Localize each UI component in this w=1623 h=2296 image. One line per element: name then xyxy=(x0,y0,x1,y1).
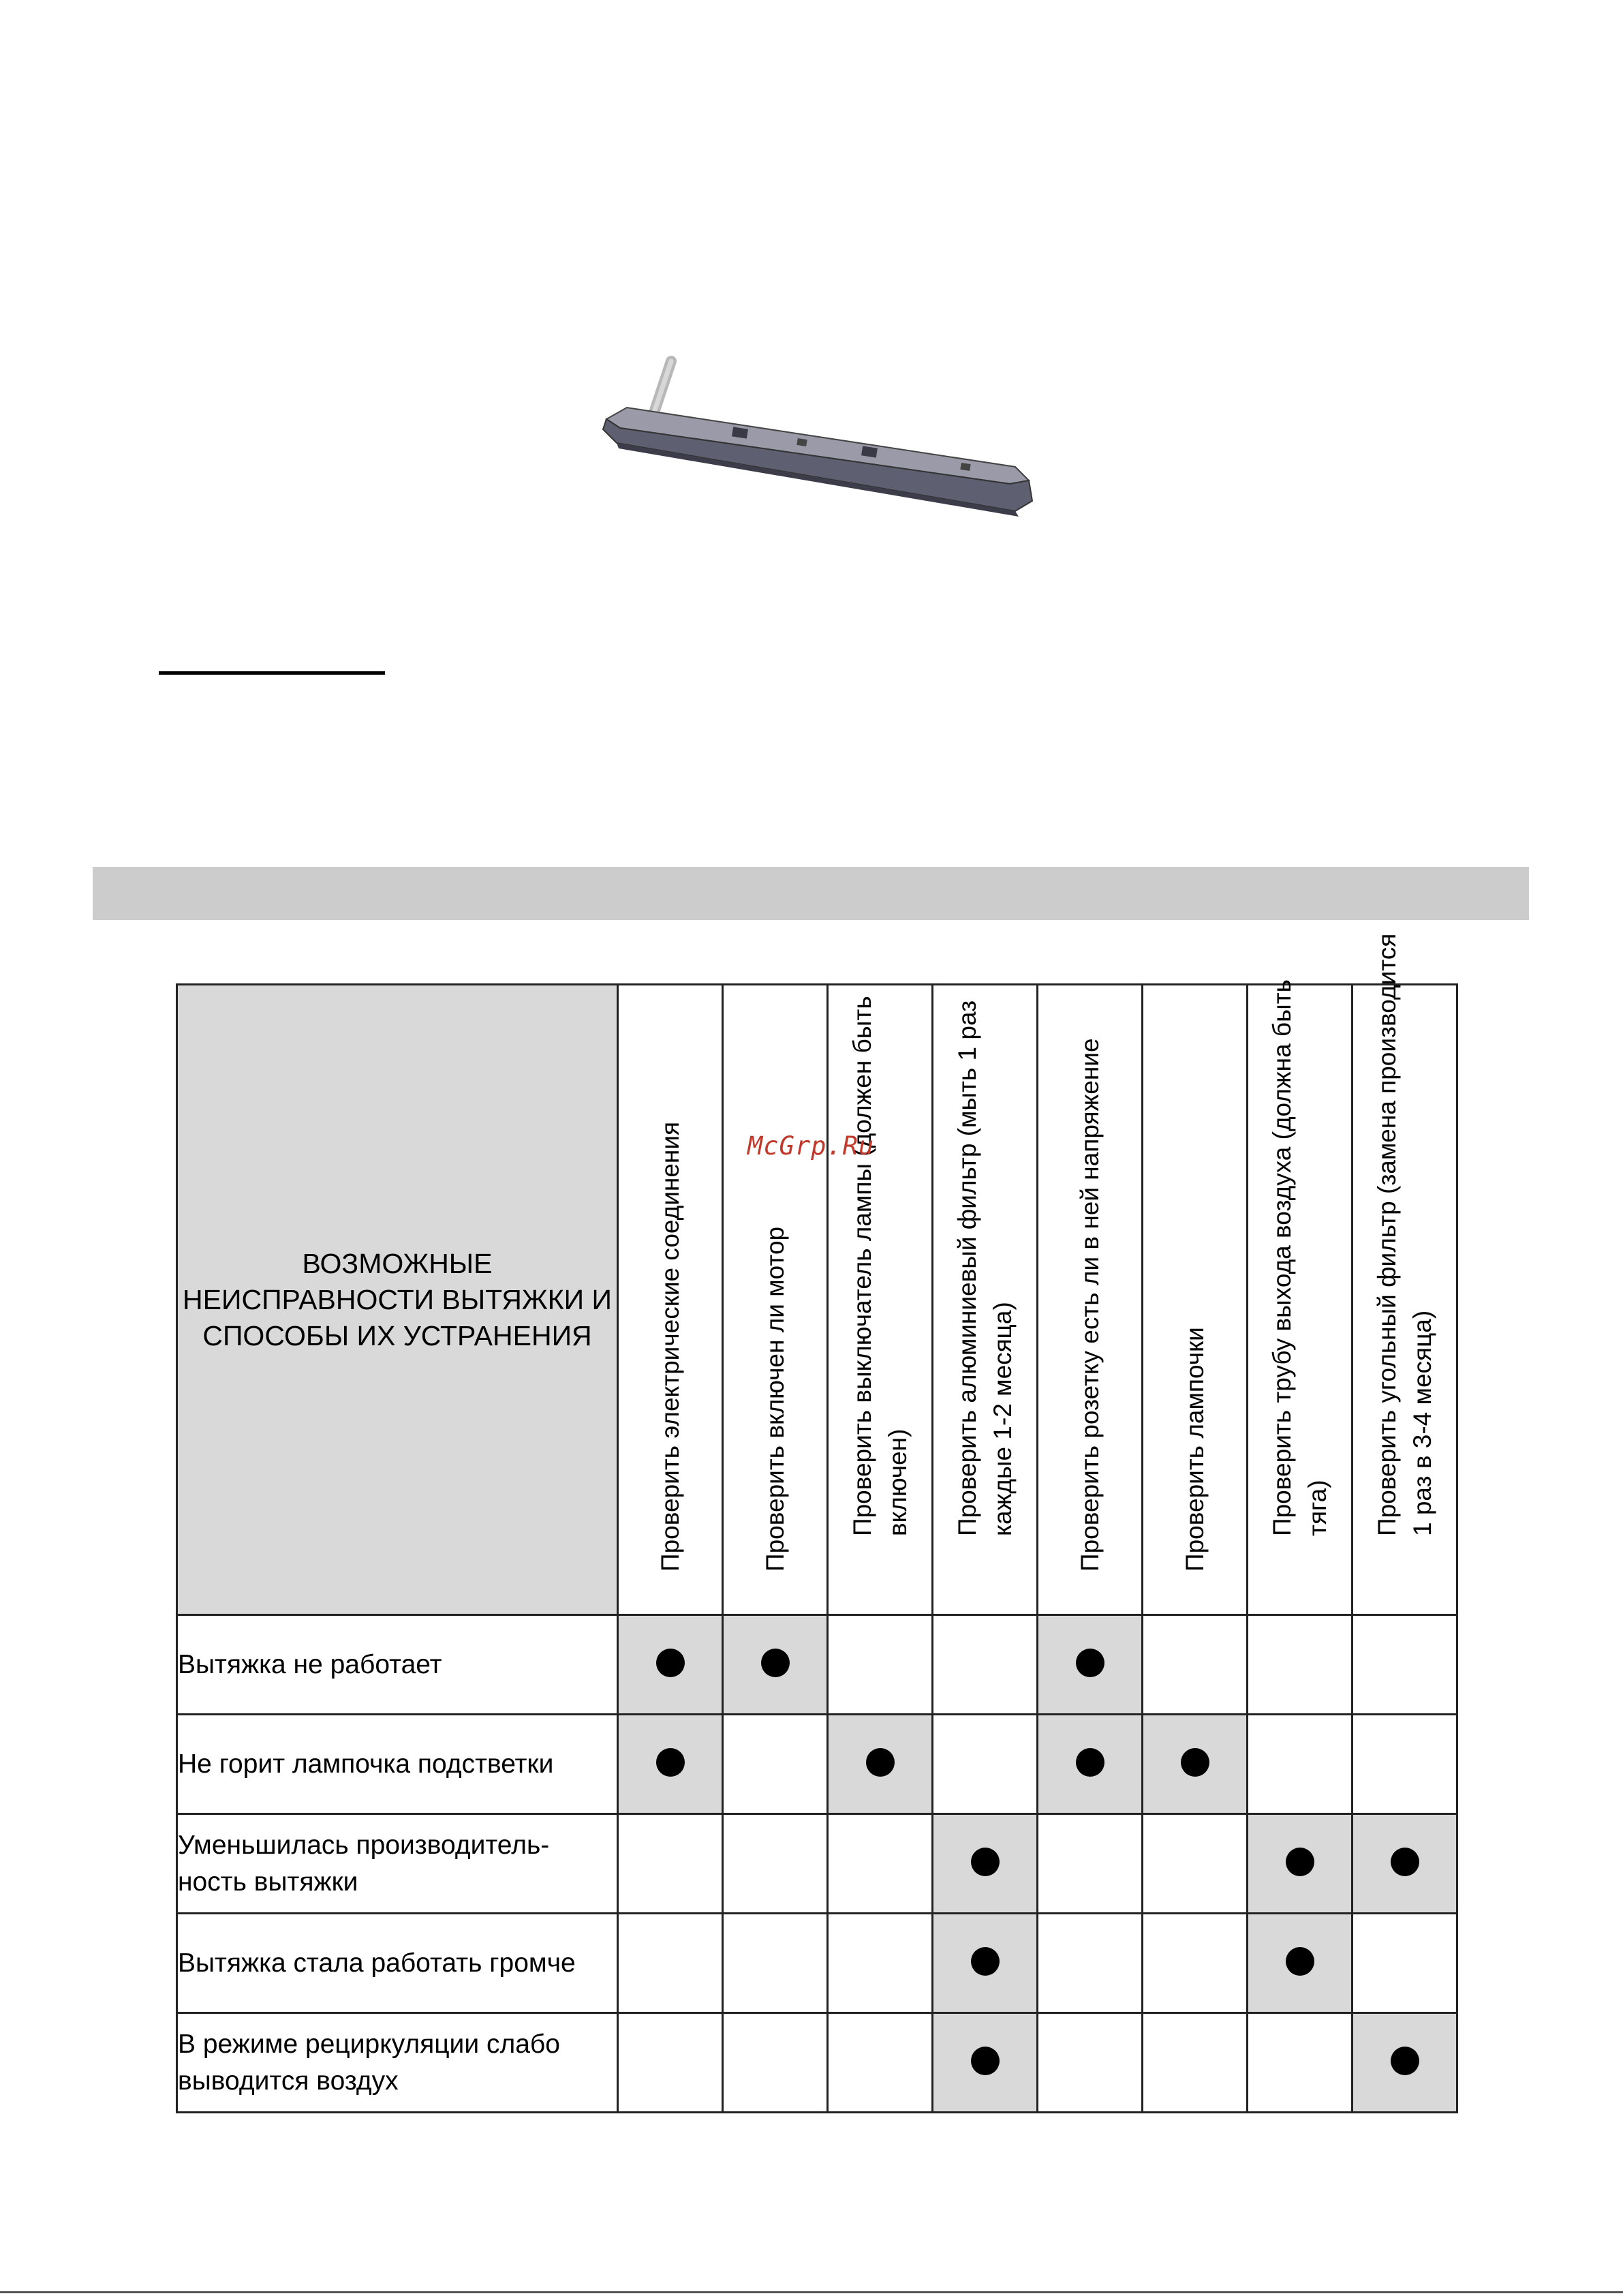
table-cell xyxy=(933,2013,1038,2113)
table-title-cell: ВОЗМОЖНЫЕ НЕИСПРАВНОСТИ ВЫТЯЖКИ И СПОСОБЫ ИХ УСТРАНЕНИЯ xyxy=(177,985,618,1615)
table-cell xyxy=(1143,1914,1248,2013)
column-header: Проверить алюминиевый фильтр (мыть 1 раз каждые 1-2 месяца) xyxy=(933,985,1038,1615)
column-header: Проверить включен ли мотор xyxy=(723,985,828,1615)
table-cell xyxy=(1352,1914,1457,2013)
check-dot-icon xyxy=(1076,1748,1104,1777)
table-cell xyxy=(723,1814,828,1914)
table-cell xyxy=(933,1914,1038,2013)
table-cell xyxy=(1038,1715,1143,1814)
table-cell xyxy=(828,1715,933,1814)
column-header: Проверить лампочки xyxy=(1143,985,1248,1615)
table-cell xyxy=(1248,2013,1352,2113)
check-dot-icon xyxy=(1286,1947,1314,1976)
table-body xyxy=(177,1615,1457,2113)
table-cell xyxy=(1248,1615,1352,1715)
table-row xyxy=(177,1715,1457,1814)
check-dot-icon xyxy=(1391,2047,1419,2075)
table-cell xyxy=(828,1914,933,2013)
table-cell xyxy=(1143,2013,1248,2113)
check-dot-icon xyxy=(1391,1848,1419,1876)
column-header: Проверить электрические соединения xyxy=(618,985,723,1615)
table-cell xyxy=(1248,1914,1352,2013)
page-bottom-rule xyxy=(0,2291,1623,2293)
table-cell xyxy=(618,1715,723,1814)
fault-label: В режиме рециркуляции слабо выводится воздух xyxy=(177,2013,618,2113)
column-header: Проверить розетку есть ли в ней напряжение xyxy=(1038,985,1143,1615)
table-header-row xyxy=(177,985,1457,1615)
table-cell xyxy=(933,1615,1038,1715)
table-cell xyxy=(723,1615,828,1715)
table-cell xyxy=(933,1814,1038,1914)
fault-label: Не горит лампочка подстветки xyxy=(177,1715,618,1814)
table-cell xyxy=(618,1615,723,1715)
table-cell xyxy=(723,1914,828,2013)
table-cell xyxy=(1143,1814,1248,1914)
check-dot-icon xyxy=(971,1848,1000,1876)
table-cell xyxy=(933,1715,1038,1814)
column-header: Проверить выключатель лампы (должен быть включен) xyxy=(828,985,933,1615)
table-cell xyxy=(828,2013,933,2113)
check-dot-icon xyxy=(1181,1748,1209,1777)
table-cell xyxy=(723,2013,828,2113)
table-cell xyxy=(1352,1715,1457,1814)
heading-underline xyxy=(159,671,385,675)
table-cell xyxy=(1038,2013,1143,2113)
fault-label: Вытяжка не работает xyxy=(177,1615,618,1715)
table-cell xyxy=(1038,1914,1143,2013)
check-dot-icon xyxy=(656,1649,685,1677)
check-dot-icon xyxy=(761,1649,790,1677)
table-cell xyxy=(618,1814,723,1914)
filter-bar-illustration xyxy=(593,348,1042,525)
table-cell xyxy=(1352,1814,1457,1914)
table-cell xyxy=(1143,1715,1248,1814)
table-cell xyxy=(723,1715,828,1814)
table-cell xyxy=(828,1615,933,1715)
table-cell xyxy=(1143,1615,1248,1715)
check-dot-icon xyxy=(866,1748,895,1777)
table-row xyxy=(177,1615,1457,1715)
section-header-bar xyxy=(93,867,1529,920)
table-cell xyxy=(828,1814,933,1914)
table-cell xyxy=(618,2013,723,2113)
table-row xyxy=(177,2013,1457,2113)
table-cell xyxy=(1248,1814,1352,1914)
table-row xyxy=(177,1814,1457,1914)
table-cell xyxy=(1352,1615,1457,1715)
fault-label: Уменьшилась производитель-ность вытяжки xyxy=(177,1814,618,1914)
check-dot-icon xyxy=(1286,1848,1314,1876)
column-header: Проверить угольный фильтр (замена производится 1 раз в 3-4 месяца) xyxy=(1352,985,1457,1615)
check-dot-icon xyxy=(971,1947,1000,1976)
table-cell xyxy=(1248,1715,1352,1814)
table-cell xyxy=(1038,1615,1143,1715)
watermark: McGrp.Ru xyxy=(747,1131,875,1161)
table-cell xyxy=(1352,2013,1457,2113)
check-dot-icon xyxy=(971,2047,1000,2075)
table-row xyxy=(177,1914,1457,2013)
check-dot-icon xyxy=(656,1748,685,1777)
column-header: Проверить трубу выхода воздуха (должна быть тяга) xyxy=(1248,985,1352,1615)
table-cell xyxy=(618,1914,723,2013)
check-dot-icon xyxy=(1076,1649,1104,1677)
table-cell xyxy=(1038,1814,1143,1914)
fault-label: Вытяжка стала работать громче xyxy=(177,1914,618,2013)
